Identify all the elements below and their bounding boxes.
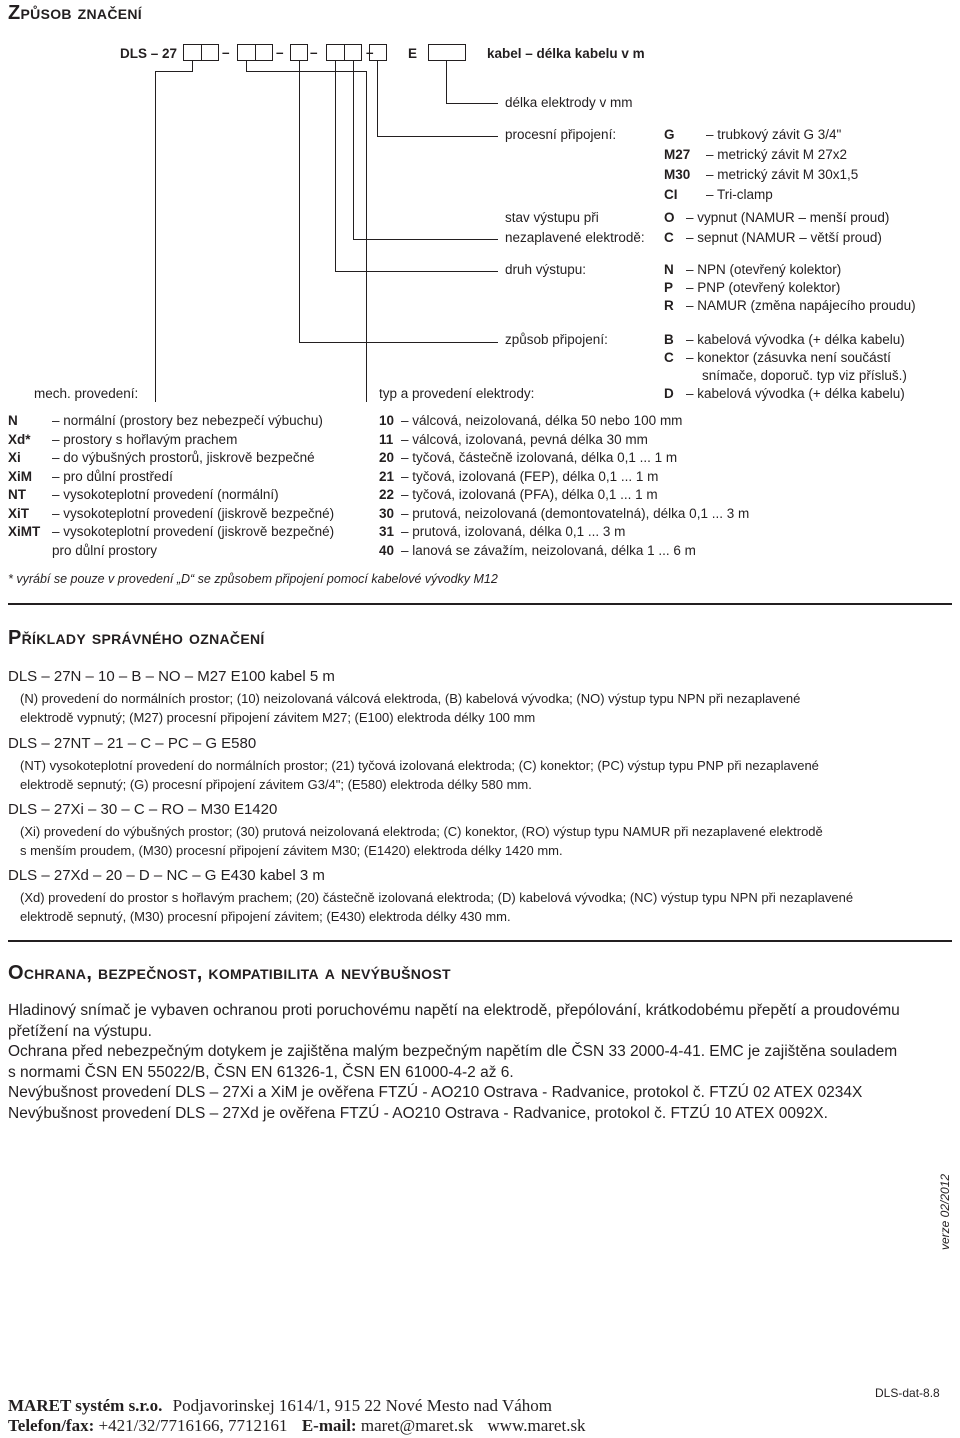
phone-label: Telefon/fax: (8, 1416, 95, 1435)
electrode-option-code: 31 (379, 524, 395, 539)
electrode-option (379, 469, 658, 484)
connection-option (664, 332, 905, 347)
mech-option (8, 524, 334, 539)
output-option-code: R (664, 298, 674, 313)
code-cable-label (487, 46, 645, 61)
electrode-option (379, 506, 749, 521)
connection-option-text: – konektor (zásuvka není součástí (686, 350, 891, 365)
version-label: verze 02/2012 (938, 1173, 952, 1250)
example-code: DLS – 27NT – 21 – C – PC – G E580 (8, 735, 257, 752)
mech-option-text: pro důlní prostory (52, 542, 158, 558)
connection-option (664, 386, 905, 401)
electrode-option-code: 30 (379, 505, 395, 521)
footer-contact-line (8, 1416, 586, 1436)
process-option-text: – metrický závit M 27x2 (706, 147, 848, 162)
email-link[interactable]: maret@maret.sk (360, 1416, 474, 1435)
code-box-process (369, 44, 387, 61)
electrode-option (379, 450, 677, 465)
mech-option-text: – vysokoteplotní provedení (jiskrově bezpečné) (52, 524, 335, 539)
protection-paragraph-line: Nevýbušnost provedení DLS – 27Xd je ověřena FTZÚ - AO210 Ostrava - Radvanice, protokol č. FTZÚ 10 ATEX 0092X. (8, 1104, 828, 1122)
electrode-option-code: 11 (379, 431, 394, 447)
electrode-option-code: 22 (379, 487, 395, 502)
process-option-text: – metrický závit M 30x1,5 (706, 167, 859, 182)
connection-option (664, 368, 907, 383)
process-option (664, 127, 841, 142)
mech-option-code: Xd* (8, 431, 31, 447)
example-description: elektrodě sepnutý; (G) procesní připojení závitem G3/4"; (E580) elektroda délky 580 mm. (20, 777, 532, 792)
example-description: (Xd) provedení do prostor s hořlavým prachem; (20) částečně izolovaná elektroda; (D) kabelová vývodka; (NC) výstup typu NPN při nezaplavené (20, 890, 854, 905)
company-address: Podjavorinskej 1614/1, 915 22 Nové Mesto nad Váhom (172, 1396, 552, 1415)
web-link[interactable]: www.maret.sk (487, 1416, 586, 1435)
electrode-option (379, 432, 648, 447)
code-dash: – (366, 45, 374, 60)
mech-option-code: Xi (8, 450, 21, 465)
electrode-option-code: 10 (379, 413, 395, 428)
mech-option (8, 506, 334, 521)
electrode-option (379, 543, 696, 558)
code-box-length (428, 44, 466, 61)
mech-option-code: XiMT (8, 524, 41, 539)
protection-paragraph-line: Hladinový snímač je vybaven ochranou proti poruchovému napětí na elektrodě, přepólování, krátkodobému přepětí a proudovému (8, 1002, 900, 1019)
connection-option-code: B (664, 332, 674, 347)
mech-option-code: XiM (8, 468, 33, 484)
mech-option-text: – prostory s hořlavým prachem (52, 431, 238, 447)
connection-option-code: C (664, 350, 674, 365)
output-option (664, 280, 840, 295)
mech-option (8, 487, 279, 502)
electrode-option-text: – tyčová, izolovaná (FEP), délka 0,1 ... 1 m (401, 468, 659, 484)
output-option-text: – NAMUR (změna napájecího proudu) (686, 298, 916, 313)
process-option-code: M27 (664, 147, 691, 162)
process-option-text: – Tri-clamp (706, 187, 773, 202)
connection-option-text: – kabelová vývodka (+ délka kabelu) (686, 386, 905, 401)
process-option (664, 187, 773, 202)
output-label: druh výstupu: (505, 262, 587, 277)
example-description: (Xi) provedení do výbušných prostor; (30) prutová neizolovaná elektroda; (C) konektor, (RO) výstup typu NAMUR při nezaplavené elektrodě (20, 824, 823, 839)
protection-paragraph-line: přetížení na výstupu. (8, 1022, 152, 1040)
example-description: s menším proudem, (M30) procesní připojení závitem M30; (E1420) elektroda délky 1420 mm. (20, 843, 563, 858)
process-option (664, 147, 847, 162)
code-prefix: DLS – 27 (120, 46, 178, 61)
mech-option-text: – pro důlní prostředí (52, 468, 173, 484)
code-e-label: E (408, 46, 418, 61)
divider (8, 603, 952, 605)
phone-value: +421/32/7716166, 7712161 (98, 1416, 288, 1435)
example-description: (NT) vysokoteplotní provedení do normálních prostor; (21) tyčová izolovaná elektroda; (C) konektor; (PC) výstup typu PNP při nezaplavené (20, 758, 819, 773)
mech-option-text: – normální (prostory bez nebezpečí výbuchu) (52, 413, 323, 428)
electrode-option-text: – tyčová, částečně izolovaná, délka 0,1 ... 1 m (401, 450, 678, 465)
section-heading-protection: Ochrana, bezpečnost, kompatibilita a nevýbušnost (8, 962, 451, 984)
protection-paragraph-line: Nevýbušnost provedení DLS – 27Xi a XiM je ověřena FTZÚ - AO210 Ostrava - Radvanice, protokol č. FTZÚ 02 ATEX 0234X (8, 1084, 863, 1101)
mech-option (8, 413, 323, 428)
footnote: * vyrábí se pouze v provedení „D“ se způsobem připojení pomocí kabelové vývodky M12 (8, 572, 498, 586)
electrode-option-code: 20 (379, 450, 395, 465)
mech-option-text: – vysokoteplotní provedení (normální) (52, 487, 279, 502)
process-option-code: G (664, 127, 675, 142)
output-option-code: P (664, 280, 674, 295)
mech-option-text: – do výbušných prostorů, jiskrově bezpečné (52, 450, 315, 465)
mech-option (8, 469, 173, 484)
state-option-code: C (664, 230, 674, 245)
state-option (664, 210, 889, 225)
mech-option-code: XiT (8, 505, 30, 521)
electrode-length-label: délka elektrody v mm (505, 95, 633, 110)
electrode-option-text: – tyčová, izolovaná (PFA), délka 0,1 ... 1 m (401, 487, 658, 502)
divider (8, 940, 952, 942)
state-option (664, 230, 882, 245)
state-option-text: – vypnut (NAMUR – menší proud) (686, 210, 890, 225)
email-label: E-mail: (301, 1416, 357, 1435)
process-label: procesní připojení: (505, 127, 617, 142)
state-label-2: nezaplavené elektrodě: (505, 230, 645, 245)
output-option-text: – PNP (otevřený kolektor) (686, 280, 841, 295)
connection-option (664, 350, 891, 365)
output-option (664, 262, 841, 277)
example-description: (N) provedení do normálních prostor; (10) neizolovaná válcová elektroda, (B) kabelová vývodka; (NO) výstup typu NPN při nezaplavené (20, 691, 801, 706)
mech-option (8, 450, 315, 465)
example-code: DLS – 27N – 10 – B – NO – M27 E100 kabel 5 m (8, 668, 335, 685)
mech-option-text: – vysokoteplotní provedení (jiskrově bezpečné) (52, 505, 335, 521)
state-label-1: stav výstupu při (505, 210, 599, 225)
connection-option-text: snímače, doporuč. typ viz přísluš.) (702, 368, 907, 383)
connection-option-code: D (664, 386, 674, 401)
electrode-option (379, 524, 625, 539)
company-name: MARET systém s.r.o. (8, 1396, 163, 1415)
electrode-option-code: 21 (379, 468, 395, 484)
footer-address-line (8, 1396, 552, 1416)
state-option-code: O (664, 210, 675, 225)
output-option (664, 298, 916, 313)
code-dash: – (222, 45, 230, 60)
output-option-code: N (664, 262, 674, 277)
electrode-option-text: – lanová se závažím, neizolovaná, délka 1 ... 6 m (401, 542, 696, 558)
protection-paragraph-line: s normami ČSN EN 55022/B, ČSN EN 61326-1, ČSN EN 61000-4-2 až 6. (8, 1063, 514, 1081)
process-option-code: M30 (664, 167, 691, 182)
mech-option-code: NT (8, 487, 26, 502)
example-code: DLS – 27Xd – 20 – D – NC – G E430 kabel 3 m (8, 867, 325, 884)
electrode-type-label: typ a provedení elektrody: (379, 386, 535, 401)
example-description: elektrodě sepnutý, (M30) procesní připojení závitem; (E430) elektroda délky 430 mm. (20, 909, 511, 924)
document-id: DLS-dat-8.8 (875, 1386, 940, 1400)
code-dash: – (310, 45, 318, 60)
electrode-option-code: 40 (379, 542, 395, 558)
mech-option (8, 432, 237, 447)
code-dash: – (276, 45, 284, 60)
process-option-code: CI (664, 187, 678, 202)
process-option-text: – trubkový závit G 3/4" (706, 127, 842, 142)
electrode-option-text: – válcová, izolovaná, pevná délka 30 mm (401, 431, 648, 447)
electrode-option-text: – prutová, neizolovaná (demontovatelná), délka 0,1 ... 3 m (401, 505, 750, 521)
example-description: elektrodě vypnutý; (M27) procesní připojení závitem M27; (E100) elektroda délky 100 mm (20, 710, 536, 725)
electrode-option (379, 487, 658, 502)
electrode-option-text: – válcová, neizolovaná, délka 50 nebo 100 mm (401, 413, 683, 428)
electrode-option (379, 413, 682, 428)
process-option (664, 167, 858, 182)
state-option-text: – sepnut (NAMUR – větší proud) (686, 230, 882, 245)
output-option-text: – NPN (otevřený kolektor) (686, 262, 842, 277)
section-heading-examples: Příklady správného označení (8, 627, 265, 649)
mech-label: mech. provedení: (34, 386, 139, 401)
code-box-connection (290, 44, 308, 61)
mech-option (8, 543, 157, 558)
protection-paragraph-line: Ochrana před nebezpečným dotykem je zajištěna malým bezpečným napětím dle ČSN 33 2000-4-41. EMC je zajištěna souladem (8, 1043, 898, 1060)
mech-option-code: N (8, 413, 18, 428)
connection-option-text: – kabelová vývodka (+ délka kabelu) (686, 332, 905, 347)
section-heading-marking: Způsob značení (8, 2, 142, 24)
example-code: DLS – 27Xi – 30 – C – RO – M30 E1420 (8, 801, 278, 818)
code-tail-text: kabel – délka kabelu v m (487, 46, 645, 61)
connection-label: způsob připojení: (505, 332, 608, 347)
electrode-option-text: – prutová, izolovaná, délka 0,1 ... 3 m (401, 524, 626, 539)
